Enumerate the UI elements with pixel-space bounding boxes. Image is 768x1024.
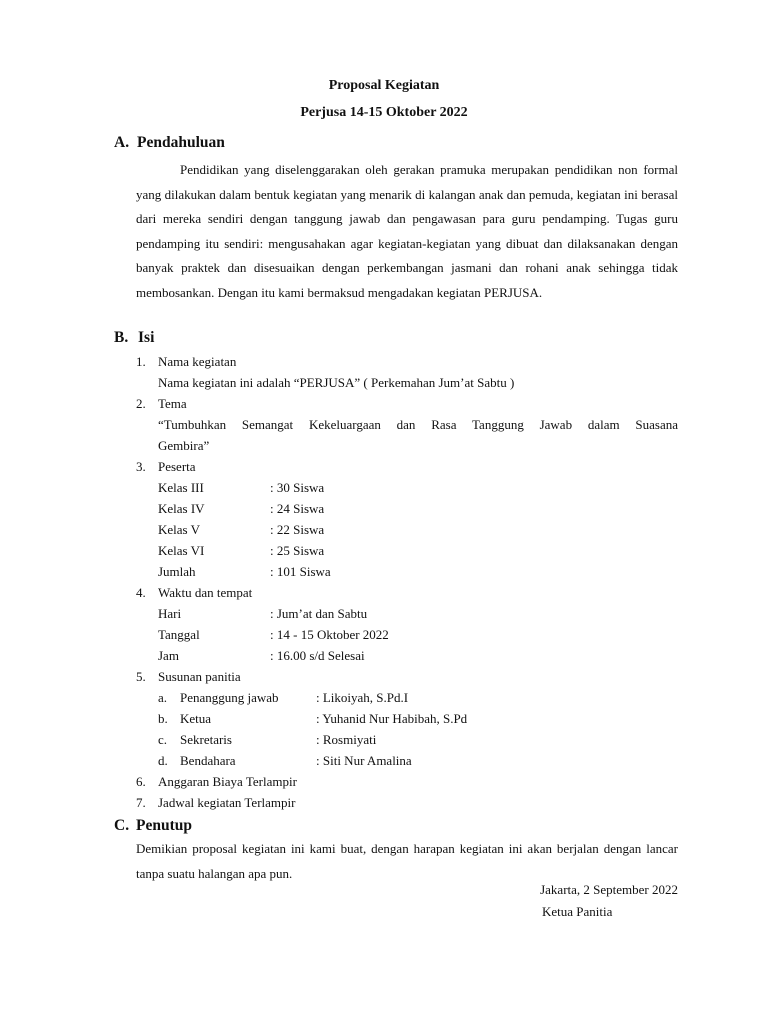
list-item-title: Anggaran Biaya Terlampir [158, 774, 297, 789]
list-number: 6. [136, 774, 146, 789]
peserta-total-key: Jumlah [158, 564, 196, 579]
list-item-1 [136, 354, 236, 370]
list-item-title: Tema [158, 396, 187, 411]
peserta-row-key: Kelas VI [158, 543, 205, 558]
peserta-row-value: : 22 Siswa [270, 522, 325, 537]
list-number: 3. [136, 459, 146, 474]
signature-role: Ketua Panitia [542, 904, 613, 919]
list-item-title: Susunan panitia [158, 669, 241, 684]
committee-name: : Siti Nur Amalina [316, 753, 412, 768]
document-subtitle: Perjusa 14-15 Oktober 2022 [300, 105, 468, 120]
committee-name: : Likoiyah, S.Pd.I [316, 690, 409, 705]
peserta-row-value: : 24 Siswa [270, 501, 325, 516]
committee-letter: c. [158, 732, 168, 747]
section-c-heading [114, 817, 192, 835]
list-item-title: Waktu dan tempat [158, 585, 253, 600]
item-2-detail-line2: Gembira” [158, 438, 210, 453]
section-b-label: B. [114, 329, 129, 346]
schedule-row-key: Tanggal [158, 627, 200, 642]
list-item-title: Jadwal kegiatan Terlampir [158, 795, 296, 810]
signature-place-date: Jakarta, 2 September 2022 [540, 882, 678, 897]
list-item-title: Nama kegiatan [158, 354, 237, 369]
peserta-row-value: : 25 Siswa [270, 543, 325, 558]
schedule-row-key: Hari [158, 606, 182, 621]
item-1-detail: Nama kegiatan ini adalah “PERJUSA” ( Perkemahan Jum’at Sabtu ) [158, 375, 515, 390]
section-b-heading [114, 329, 154, 347]
section-c-paragraph: Demikian proposal kegiatan ini kami buat, dengan harapan kegiatan ini akan berjalan dengan lancar tanpa suatu halangan apa pun. [136, 841, 678, 881]
item-2-detail-line1: “Tumbuhkan Semangat Kekeluargaan dan Rasa Tanggung Jawab dalam Suasana [158, 417, 678, 432]
peserta-row-key: Kelas V [158, 522, 201, 537]
list-number: 5. [136, 669, 146, 684]
section-c-label: C. [114, 817, 130, 834]
list-item-3 [136, 459, 196, 475]
section-a-title: Pendahuluan [137, 134, 225, 151]
committee-row [158, 711, 211, 727]
schedule-row-value: : 14 - 15 Oktober 2022 [270, 627, 389, 642]
peserta-row-value: : 30 Siswa [270, 480, 325, 495]
committee-row [158, 753, 236, 769]
section-a-text: Pendidikan yang diselenggarakan oleh gerakan pramuka merupakan pendidikan non formal yang dilakukan dalam bentuk kegiatan yang menarik di kalangan anak dan pemuda, kegiatan ini berasal dari mereka sendiri dengan tanggung jawab dan pengawasan para guru pendamping. Tugas guru pendamping itu sendiri: mengusahakan agar kegiatan-kegiatan yang dibuat dan dilaksanakan dengan banyak praktek dan disesuaikan dengan perkembangan jasmani dan rohani anak sehingga tidak membosankan. Dengan itu kami bermaksud mengadakan kegiatan PERJUSA. [136, 162, 678, 300]
committee-row [158, 732, 232, 748]
schedule-row-value: : 16.00 s/d Selesai [270, 648, 365, 663]
list-item-7 [136, 795, 295, 811]
peserta-row-key: Kelas III [158, 480, 204, 495]
section-a-paragraph [136, 158, 678, 306]
list-number: 4. [136, 585, 146, 600]
document-title: Proposal Kegiatan [328, 78, 440, 93]
committee-row [158, 690, 279, 706]
section-a-heading [114, 134, 225, 152]
list-number: 7. [136, 795, 146, 810]
schedule-row-key: Jam [158, 648, 179, 663]
section-a-label: A. [114, 134, 130, 151]
committee-role: Ketua [180, 711, 212, 726]
peserta-row-key: Kelas IV [158, 501, 205, 516]
committee-letter: a. [158, 690, 168, 705]
committee-name: : Rosmiyati [316, 732, 377, 747]
committee-role: Bendahara [180, 753, 236, 768]
committee-role: Sekretaris [180, 732, 232, 747]
list-number: 1. [136, 354, 146, 369]
list-item-2 [136, 396, 187, 412]
committee-role: Penanggung jawab [180, 690, 279, 705]
list-item-title: Peserta [158, 459, 196, 474]
list-item-5 [136, 669, 241, 685]
schedule-row-value: : Jum’at dan Sabtu [270, 606, 368, 621]
list-item-6 [136, 774, 297, 790]
list-number: 2. [136, 396, 146, 411]
committee-letter: b. [158, 711, 168, 726]
section-c-title: Penutup [136, 817, 192, 834]
committee-letter: d. [158, 753, 168, 768]
list-item-4 [136, 585, 252, 601]
peserta-total-value: : 101 Siswa [270, 564, 331, 579]
section-b-title: Isi [138, 329, 155, 346]
committee-name: : Yuhanid Nur Habibah, S.Pd [316, 711, 468, 726]
